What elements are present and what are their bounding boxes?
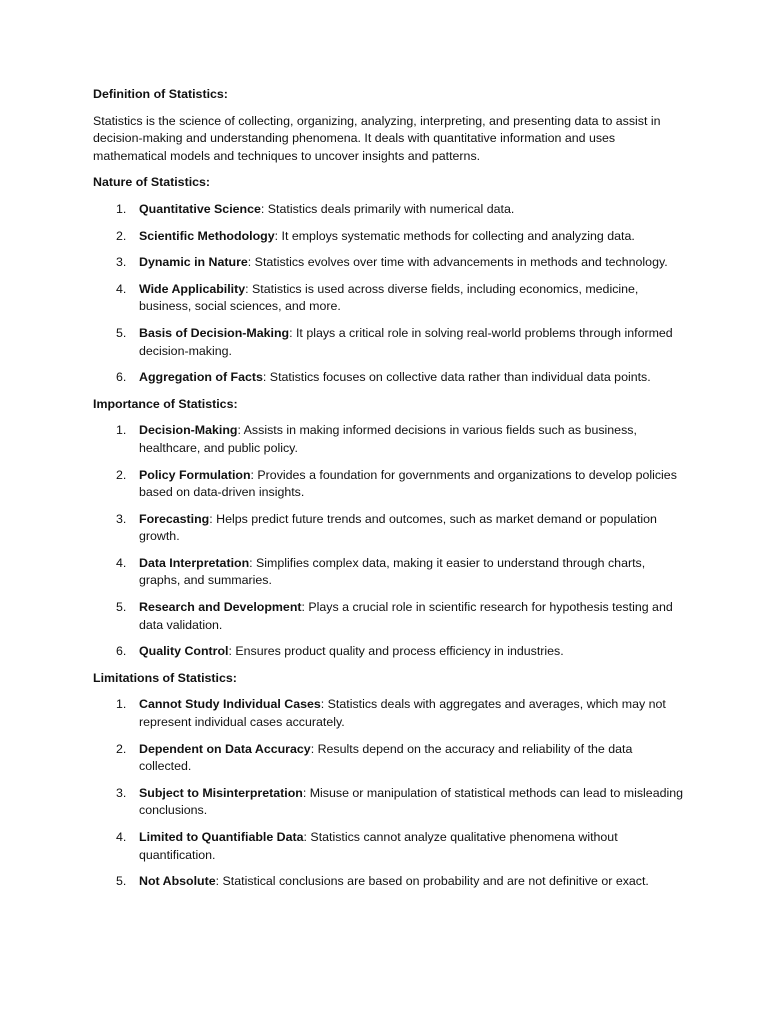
list-term: Data Interpretation <box>139 555 250 570</box>
list-number: 2. <box>116 467 127 482</box>
list-term: Decision-Making <box>139 423 238 438</box>
nature-heading: Nature of Statistics: <box>93 175 211 190</box>
list-item <box>93 369 683 387</box>
list-text: : Statistics deals primarily with numerical data. <box>260 201 515 216</box>
definition-heading: Definition of Statistics: <box>93 87 228 101</box>
list-term: Subject to Misinterpretation <box>139 785 303 800</box>
list-term: Aggregation of Facts <box>139 370 263 385</box>
list-text: : Statistics evolves over time with advancements in methods and technology. <box>247 255 668 270</box>
list-text: : It employs systematic methods for collecting and analyzing data. <box>274 228 635 243</box>
list-number: 1. <box>116 201 127 216</box>
list-term: Research and Development <box>139 600 302 615</box>
list-item <box>93 422 683 457</box>
list-item <box>93 599 683 634</box>
list-text: : Helps predict future trends and outcomes, such as market demand or population growth. <box>139 511 657 544</box>
importance-heading: Importance of Statistics: <box>93 396 238 411</box>
list-term: Dynamic in Nature <box>139 255 248 270</box>
list-item <box>93 643 683 661</box>
list-item <box>93 741 683 776</box>
list-number: 3. <box>116 255 127 270</box>
list-item <box>93 228 683 246</box>
list-item <box>93 201 683 219</box>
list-item <box>93 696 683 731</box>
list-number: 4. <box>116 281 127 296</box>
list-text: : Statistics focuses on collective data rather than individual data points. <box>262 370 651 385</box>
list-text: : Provides a foundation for governments and organizations to develop policies based on data-driven insights. <box>139 467 677 500</box>
list-number: 4. <box>116 555 127 570</box>
list-item <box>93 325 683 360</box>
list-term: Wide Applicability <box>139 281 246 296</box>
list-item <box>93 254 683 272</box>
list-number: 5. <box>116 325 127 340</box>
list-text: : Misuse or manipulation of statistical methods can lead to misleading conclusions. <box>139 785 684 818</box>
importance-list <box>93 422 683 661</box>
list-item <box>93 829 683 864</box>
list-term: Quantitative Science <box>139 201 261 216</box>
limitations-list <box>93 696 683 890</box>
list-term: Basis of Decision-Making <box>139 325 290 340</box>
list-text: : Simplifies complex data, making it easier to understand through charts, graphs, and summaries. <box>139 555 646 588</box>
list-item <box>93 281 683 316</box>
list-term: Not Absolute <box>139 874 216 889</box>
list-number: 3. <box>116 511 127 526</box>
limitations-heading: Limitations of Statistics: <box>93 670 237 685</box>
list-text: : Ensures product quality and process efficiency in industries. <box>228 644 564 659</box>
list-term: Forecasting <box>139 511 210 526</box>
list-text: : Results depend on the accuracy and reliability of the data collected. <box>139 741 633 774</box>
list-term: Limited to Quantifiable Data <box>139 830 304 844</box>
list-item <box>93 467 683 502</box>
list-number: 1. <box>116 423 127 438</box>
list-number: 1. <box>116 697 127 712</box>
list-item <box>93 785 683 820</box>
definition-paragraph: Statistics is the science of collecting, organizing, analyzing, interpreting, and presenting data to assist in decision-making and understanding phenomena. It deals with quantitative information and uses mathematical models and techniques to uncover insights and patterns. <box>93 113 661 163</box>
list-term: Quality Control <box>139 644 229 659</box>
list-number: 6. <box>116 370 127 385</box>
list-number: 5. <box>116 600 127 615</box>
list-number: 6. <box>116 644 127 659</box>
list-item <box>93 555 683 590</box>
list-text: : Statistics deals with aggregates and averages, which may not represent individual cases accurately. <box>139 697 666 730</box>
list-number: 3. <box>116 785 127 800</box>
nature-list <box>93 201 683 387</box>
list-term: Dependent on Data Accuracy <box>139 741 311 756</box>
list-item <box>93 511 683 546</box>
document-page <box>93 86 683 900</box>
list-text: : Statistics is used across diverse fields, including economics, medicine, business, social sciences, and more. <box>139 281 639 314</box>
list-number: 2. <box>116 228 127 243</box>
list-text: : Statistical conclusions are based on probability and are not definitive or exact. <box>215 874 649 889</box>
list-term: Policy Formulation <box>139 467 251 482</box>
list-term: Cannot Study Individual Cases <box>139 697 321 712</box>
list-number: 4. <box>116 830 127 844</box>
list-text: : Statistics cannot analyze qualitative phenomena without quantification. <box>139 830 618 862</box>
list-term: Scientific Methodology <box>139 228 275 243</box>
list-text: : It plays a critical role in solving real-world problems through informed decision-making. <box>139 325 673 358</box>
list-text: : Plays a crucial role in scientific research for hypothesis testing and data validation. <box>139 600 673 632</box>
list-number: 5. <box>116 874 127 889</box>
list-number: 2. <box>116 741 127 756</box>
list-item <box>93 873 683 891</box>
list-text: : Assists in making informed decisions in various fields such as business, healthcare, and public policy. <box>139 423 637 455</box>
